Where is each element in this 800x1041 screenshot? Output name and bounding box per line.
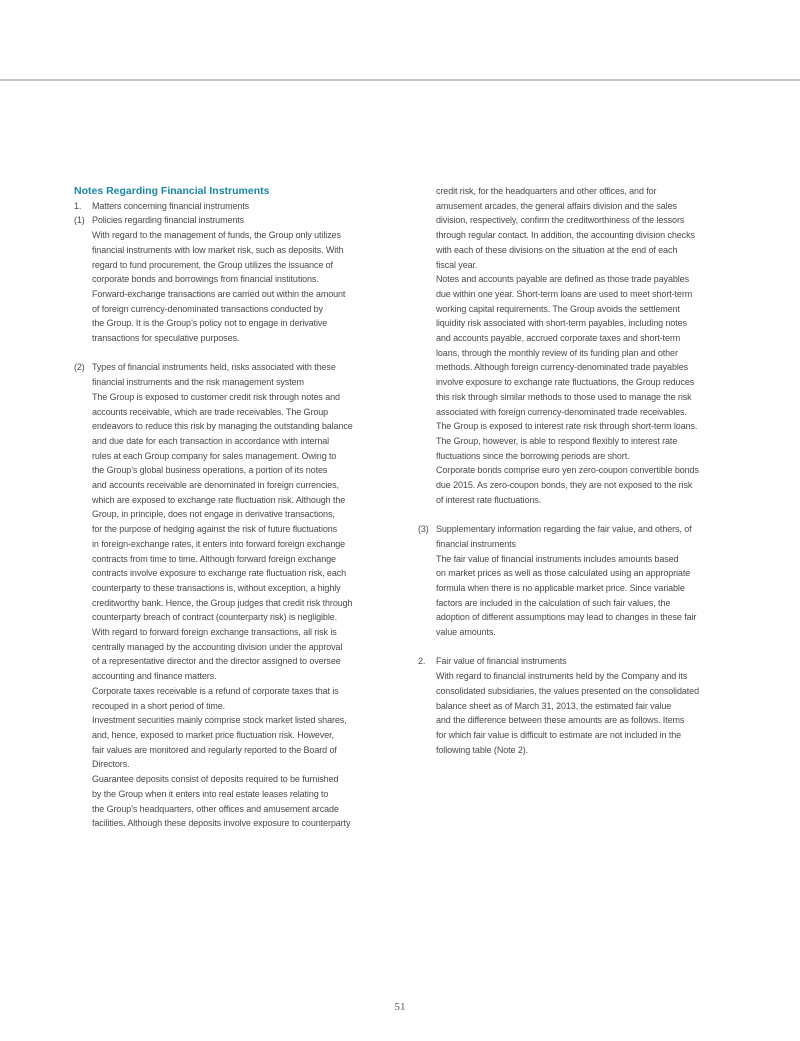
text-line: credit risk, for the headquarters and other offices, and for [436,186,657,196]
text-line: The fair value of financial instruments includes amounts based [436,553,679,564]
paragraph-gap [418,507,736,522]
text-line: counterparty to these transactions is, without exception, a highly [92,582,341,593]
text-line: which are exposed to exchange rate fluctuation risk. Although the [92,494,346,505]
section-heading: Notes Regarding Financial Instruments [74,185,270,197]
item-number: 2. [418,656,426,667]
text-line: Fair value of financial instruments [436,656,567,667]
right-column [418,184,736,757]
text-line: following table (Note 2). [436,744,529,755]
text-line: of interest rate fluctuations. [436,494,542,505]
text-line: counterparty breach of contract (counterparty risk) is negligible. [92,612,338,623]
text-line: financial instruments with low market risk, such as deposits. With [92,244,344,255]
text-line: Types of financial instruments held, risks associated with these [92,362,336,373]
text-line: With regard to forward foreign exchange transactions, all risk is [92,627,337,638]
text-line: The Group, however, is able to respond flexibly to interest rate [436,435,678,446]
text-line: financial instruments [436,538,516,549]
text-line: facilities. Although these deposits involve exposure to counterparty [92,818,351,829]
text-line: endeavors to reduce this risk by managing the outstanding balance [92,421,353,432]
text-line: division, respectively, confirm the creditworthiness of the lessors [436,215,685,226]
text-line: Directors. [92,759,130,770]
text-line: the Group’s global business operations, a portion of its notes [92,465,328,476]
text-line: methods. Although foreign currency-denominated trade payables [436,362,689,373]
text-line: With regard to financial instruments held by the Company and its [436,671,688,682]
text-line: The Group is exposed to customer credit risk through notes and [92,391,340,402]
text-line: the Group’s headquarters, other offices and amusement arcade [92,803,339,814]
text-line: in foreign-exchange rates, it enters into forward foreign exchange [92,538,346,549]
note-item [74,360,394,831]
text-line: by the Group when it enters into real estate leases relating to [92,788,329,799]
text-line: fair values are monitored and regularly reported to the Board of [92,744,337,755]
text-line: Policies regarding financial instruments [92,215,245,226]
text-line: due within one year. Short-term loans are used to meet short-term [436,288,693,299]
text-line: creditworthy bank. Hence, the Group judges that credit risk through [92,597,353,608]
page-number: 51 [394,1001,406,1013]
text-line: consolidated subsidiaries, the values presented on the consolidated [436,685,699,696]
note-item [418,184,736,507]
note-item [74,199,394,214]
text-line: financial instruments and the risk management system [92,377,304,388]
text-line: of foreign currency-denominated transactions conducted by [92,303,323,314]
note-item [74,213,394,345]
text-line: Matters concerning financial instruments [92,200,250,211]
text-line: transactions for speculative purposes. [92,333,240,344]
text-line: Forward-exchange transactions are carried out within the amount [92,288,346,299]
text-line: working capital requirements. The Group avoids the settlement [436,303,680,314]
text-line: accounting and finance matters. [92,671,217,682]
item-number: (1) [74,215,85,226]
text-line: of a representative director and the director assigned to oversee [92,656,341,667]
text-line: accounts receivable, which are trade receivables. The Group [92,406,329,417]
note-item [418,654,736,757]
text-line: loans, through the monthly review of its funding plan and other [436,347,678,358]
text-line: Investment securities mainly comprise stock market listed shares, [92,715,347,726]
text-line: and accounts payable, accrued corporate taxes and short-term [436,333,681,344]
text-line: Notes and accounts payable are defined as those trade payables [436,274,689,285]
left-item-list [74,199,394,831]
text-line: involve exposure to exchange rate fluctuations, the Group reduces [436,377,695,388]
text-line: rules at each Group company for sales management. Owing to [92,450,337,461]
right-item-list [418,184,736,757]
text-line: regard to fund procurement, the Group utilizes the issuance of [92,259,333,270]
text-line: Corporate taxes receivable is a refund of corporate taxes that is [92,685,339,696]
text-line: contracts from time to time. Although forward foreign exchange [92,553,336,564]
text-line: this risk through similar methods to those used to manage the risk [436,391,692,402]
text-line: Corporate bonds comprise euro yen zero-coupon convertible bonds [436,465,699,476]
paragraph-gap [418,640,736,655]
top-divider [0,79,800,81]
item-number: (3) [418,524,429,535]
text-line: fiscal year. [436,259,478,270]
text-line: amusement arcades, the general affairs division and the sales [436,200,677,211]
text-line: Guarantee deposits consist of deposits required to be furnished [92,774,339,785]
text-line: for which fair value is difficult to estimate are not included in the [436,729,682,740]
text-line: on market prices as well as those calculated using an appropriate [436,568,691,579]
text-line: corporate bonds and borrowings from financial institutions. [92,274,319,285]
text-line: the Group. It is the Group’s policy not to engage in derivative [92,318,328,329]
text-line: fluctuations since the borrowing periods are short. [436,450,630,461]
text-line: Group, in principle, does not engage in derivative transactions, [92,509,335,520]
text-line: through regular contact. In addition, the accounting division checks [436,230,695,241]
text-line: due 2015. As zero-coupon bonds, they are not exposed to the risk [436,480,693,491]
text-line: recouped in a short period of time. [92,700,226,711]
text-line: and, hence, exposed to market price fluctuation risk. However, [92,730,334,740]
item-number: (2) [74,362,85,373]
left-column [74,184,394,831]
note-item [418,522,736,640]
text-line: With regard to the management of funds, the Group only utilizes [92,230,341,241]
text-line: The Group is exposed to interest rate risk through short-term loans. [436,421,698,432]
text-line: for the purpose of hedging against the risk of future fluctuations [92,524,338,535]
text-line: centrally managed by the accounting division under the approval [92,641,343,652]
text-line: adoption of different assumptions may lead to changes in these fair [436,612,697,623]
item-number: 1. [74,200,82,211]
text-line: liquidity risk associated with short-term payables, including notes [436,318,687,329]
text-line: with each of these divisions on the situation at the end of each [436,244,678,255]
text-line: Supplementary information regarding the fair value, and others, of [436,524,692,535]
text-line: and the difference between these amounts are as follows. Items [436,715,685,726]
text-line: formula when there is no applicable market price. Since variable [436,582,685,593]
paragraph-gap [74,346,394,361]
text-line: contracts involve exposure to exchange rate fluctuation risk, each [92,568,347,579]
text-line: and due date for each transaction in accordance with internal [92,435,330,446]
text-line: balance sheet as of March 31, 2013, the estimated fair value [436,700,672,711]
text-line: value amounts. [436,627,496,638]
text-line: and accounts receivable are denominated in foreign currencies, [92,480,339,491]
text-line: factors are included in the calculation of such fair values, the [436,597,671,608]
text-line: associated with foreign currency-denominated trade receivables. [436,406,687,417]
